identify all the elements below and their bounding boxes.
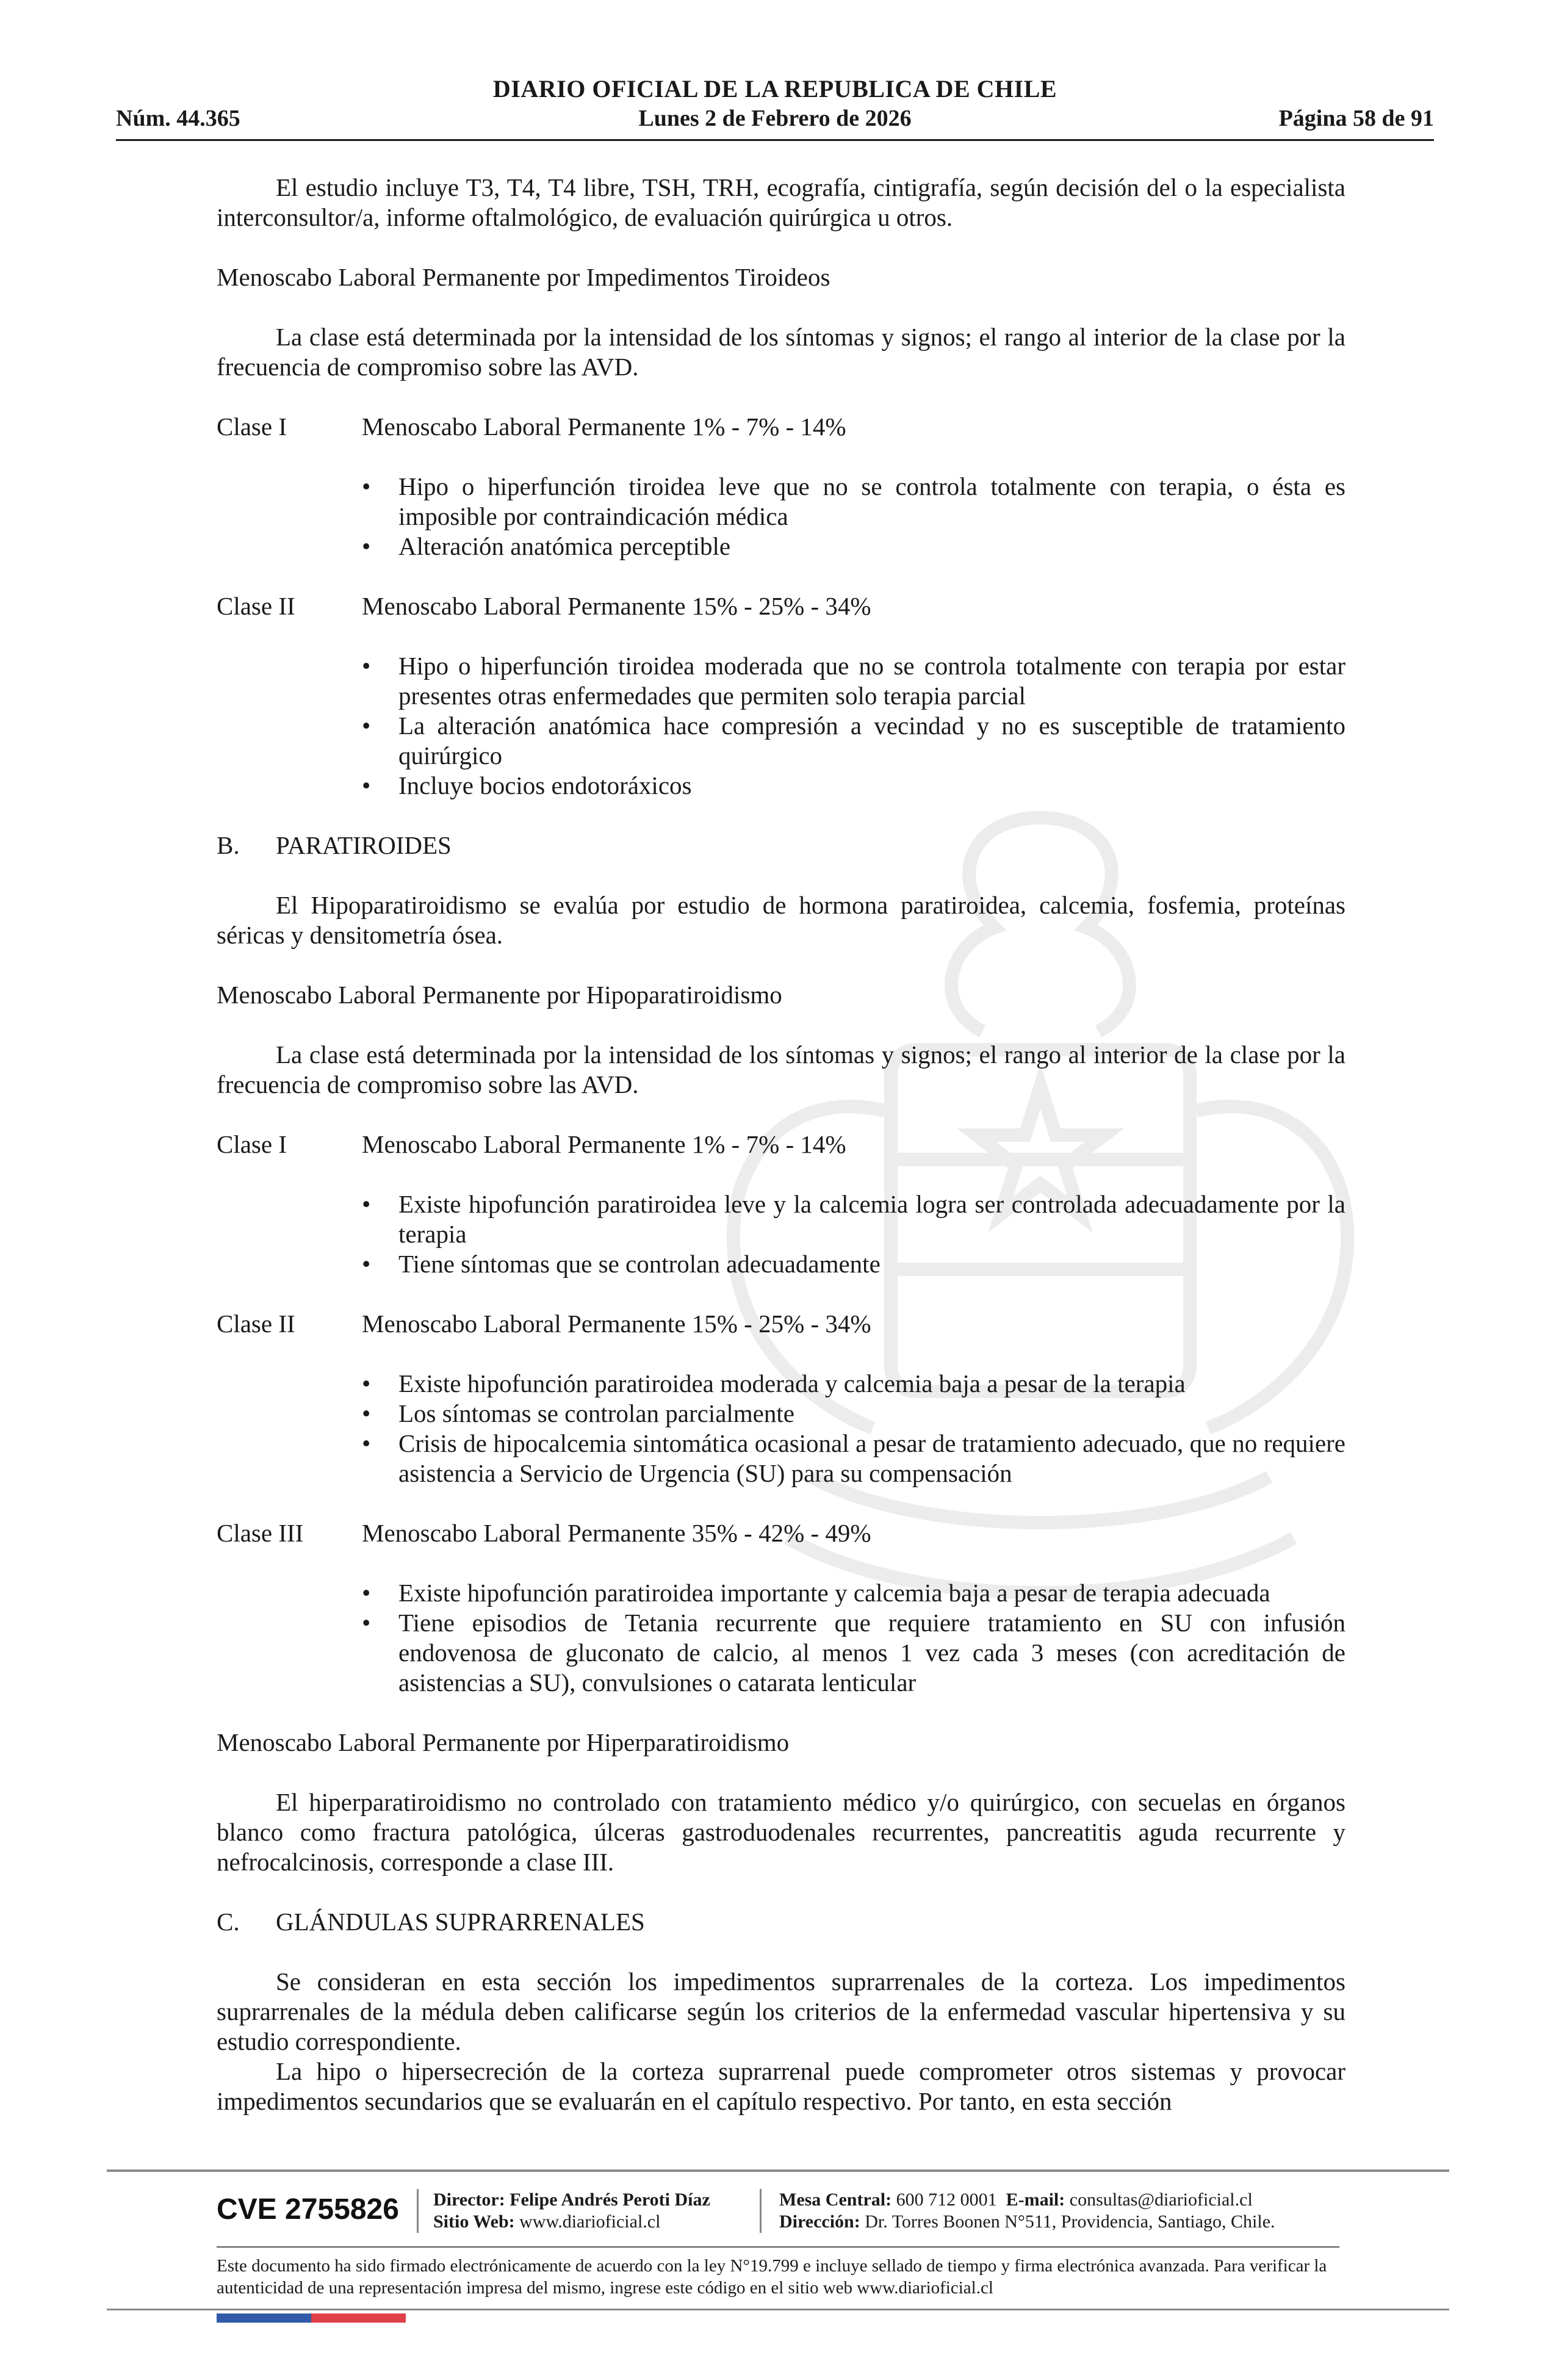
flag-stripe-red: [311, 2313, 406, 2323]
tiroides-clase-1-list: [362, 472, 1345, 561]
clase-label: Clase II: [217, 1310, 295, 1338]
clase-range: Menoscabo Laboral Permanente 35% - 42% - 49%: [362, 1519, 871, 1547]
list-item: • Existe hipofunción paratiroidea moderada y calcemia baja a pesar de la terapia: [362, 1369, 1186, 1397]
page-header: [116, 72, 1434, 145]
clase-label: Clase III: [217, 1519, 304, 1547]
hiper-paragraph: El hiperparatiroidismo no controlado con tratamiento médico y/o quirúrgico, con secuelas en órganos blanco como fractura patológica, úlceras gastroduodenales recurrentes, pancreatitis aguda recurrente y nefrocalcinosis, corresponde a clase III.: [217, 1788, 1345, 1876]
contact-info: Mesa Central: 600 712 0001 E-mail: consultas@diarioficial.cl Dirección: Dr. Torres Boonen N°511, Providencia, Santiago, Chile.: [779, 2190, 1275, 2232]
hipo-clase-2-list: [362, 1369, 1345, 1488]
footer-divider-bottom: [107, 2309, 1449, 2310]
issue-date: Lunes 2 de Febrero de 2026: [638, 106, 912, 131]
footer-divider-top: [107, 2169, 1449, 2172]
list-item: • Tiene episodios de Tetania recurrente que requiere tratamiento en SU con infusión endovenosa de gluconato de calcio, al menos 1 vez cada 3 meses (con acreditación de asistencias a SU), convulsiones o catarata lenticular: [362, 1609, 1345, 1697]
director-name: Felipe Andrés Peroti Díaz: [510, 2190, 710, 2210]
clase-label: Clase II: [217, 592, 295, 620]
phone-number: 600 712 0001: [896, 2190, 997, 2210]
list-item: • Existe hipofunción paratiroidea importante y calcemia baja a pesar de terapia adecuada: [362, 1579, 1270, 1607]
clase-label: Clase I: [217, 1130, 287, 1158]
flag-stripe-blue: [217, 2313, 311, 2323]
suprarrenal-paragraph-2: La hipo o hipersecreción de la corteza suprarrenal puede comprometer otros sistemas y provocar impedimentos secundarios que se evaluarán en el capítulo respectivo. Por tanto, en esta sección: [217, 2057, 1345, 2115]
tiroides-clase-1: [217, 412, 1345, 442]
hipo-clase-1-list: [362, 1189, 1345, 1279]
intro-paragraph: El estudio incluye T3, T4, T4 libre, TSH, TRH, ecografía, cintigrafía, según decisión del o la especialista interconsultor/a, informe oftalmológico, de evaluación quirúrgica u otros.: [217, 173, 1345, 231]
hipo-clase-1: [217, 1130, 1345, 1159]
page-number: Página 58 de 91: [1278, 106, 1434, 131]
list-item: • Tiene síntomas que se controlan adecuadamente: [362, 1250, 881, 1278]
cve-code: CVE 2755826: [217, 2193, 399, 2226]
clase-range: Menoscabo Laboral Permanente 1% - 7% - 14%: [362, 413, 846, 441]
list-item: • Hipo o hiperfunción tiroidea leve que no se controla totalmente con terapia, o ésta es imposible por contraindicación médica: [362, 472, 1345, 530]
hipo-clase-3-list: [362, 1578, 1345, 1698]
director-info: Director: Felipe Andrés Peroti Díaz Sitio Web: www.diarioficial.cl: [433, 2190, 710, 2232]
paratiroides-intro: El Hipoparatiroidismo se evalúa por estudio de hormona paratiroidea, calcemia, fosfemia, proteínas séricas y densitometría ósea.: [217, 891, 1345, 949]
clase-label: Clase I: [217, 413, 287, 441]
address: Dr. Torres Boonen N°511, Providencia, Santiago, Chile.: [865, 2212, 1275, 2232]
footer-divider-mid: [217, 2246, 1339, 2248]
tiroides-heading: Menoscabo Laboral Permanente por Impedimentos Tiroideos: [217, 263, 830, 291]
clase-range: Menoscabo Laboral Permanente 1% - 7% - 14%: [362, 1130, 846, 1158]
clase-range: Menoscabo Laboral Permanente 15% - 25% - 34%: [362, 1310, 871, 1338]
newspaper-title: DIARIO OFICIAL DE LA REPUBLICA DE CHILE: [492, 75, 1057, 103]
list-item: • Los síntomas se controlan parcialmente: [362, 1399, 794, 1427]
issue-number: Núm. 44.365: [116, 106, 240, 131]
section-c-heading: C. GLÁNDULAS SUPRARRENALES: [217, 1908, 645, 1936]
document-body: [217, 173, 1345, 2146]
list-item: • Alteración anatómica perceptible: [362, 532, 731, 560]
hipo-heading: Menoscabo Laboral Permanente por Hipoparatiroidismo: [217, 981, 782, 1009]
list-item: • Existe hipofunción paratiroidea leve y la calcemia logra ser controlada adecuadamente por la terapia: [362, 1190, 1345, 1248]
list-item: • Crisis de hipocalcemia sintomática ocasional a pesar de tratamiento adecuado, que no requiere asistencia a Servicio de Urgencia (SU) para su compensación: [362, 1429, 1345, 1487]
list-item: • Incluye bocios endotoráxicos: [362, 771, 692, 799]
tiroides-class-paragraph: La clase está determinada por la intensidad de los síntomas y signos; el rango al interior de la clase por la frecuencia de compromiso sobre las AVD.: [217, 323, 1345, 381]
suprarrenal-paragraph-1: Se consideran en esta sección los impedimentos suprarrenales de la corteza. Los impedimentos suprarrenales de la médula deben calificarse según los criterios de la enfermedad vascular hipertensiva y su estudio correspondiente.: [217, 1967, 1345, 2055]
legal-notice: Este documento ha sido firmado electrónicamente de acuerdo con la ley N°19.799 e incluye sellado de tiempo y firma electrónica avanzada. Para verificar la autenticidad de una representación impresa del mismo, ingrese este código en el sitio web www.diarioficial.cl: [217, 2256, 1327, 2298]
footer-separator: [760, 2189, 762, 2233]
email-link[interactable]: consultas@diarioficial.cl: [1069, 2190, 1253, 2210]
list-item: • Hipo o hiperfunción tiroidea moderada que no se controla totalmente con terapia por estar presentes otras enfermedades que permiten solo terapia parcial: [362, 652, 1345, 710]
header-divider: [116, 139, 1434, 141]
tiroides-clase-2: [217, 591, 1345, 621]
clase-range: Menoscabo Laboral Permanente 15% - 25% - 34%: [362, 592, 871, 620]
hiper-heading: Menoscabo Laboral Permanente por Hiperparatiroidismo: [217, 1728, 790, 1756]
website-link[interactable]: www.diarioficial.cl: [519, 2212, 661, 2232]
hipo-clase-2: [217, 1309, 1345, 1339]
page-footer: [107, 2169, 1449, 2322]
hipo-class-paragraph: La clase está determinada por la intensidad de los síntomas y signos; el rango al interior de la clase por la frecuencia de compromiso sobre las AVD.: [217, 1040, 1345, 1098]
footer-separator: [417, 2189, 419, 2233]
tiroides-clase-2-list: [362, 651, 1345, 801]
section-b-heading: B. PARATIROIDES: [217, 831, 452, 859]
list-item: • La alteración anatómica hace compresión a vecindad y no es susceptible de tratamiento quirúrgico: [362, 712, 1345, 770]
hipo-clase-3: [217, 1518, 1345, 1548]
